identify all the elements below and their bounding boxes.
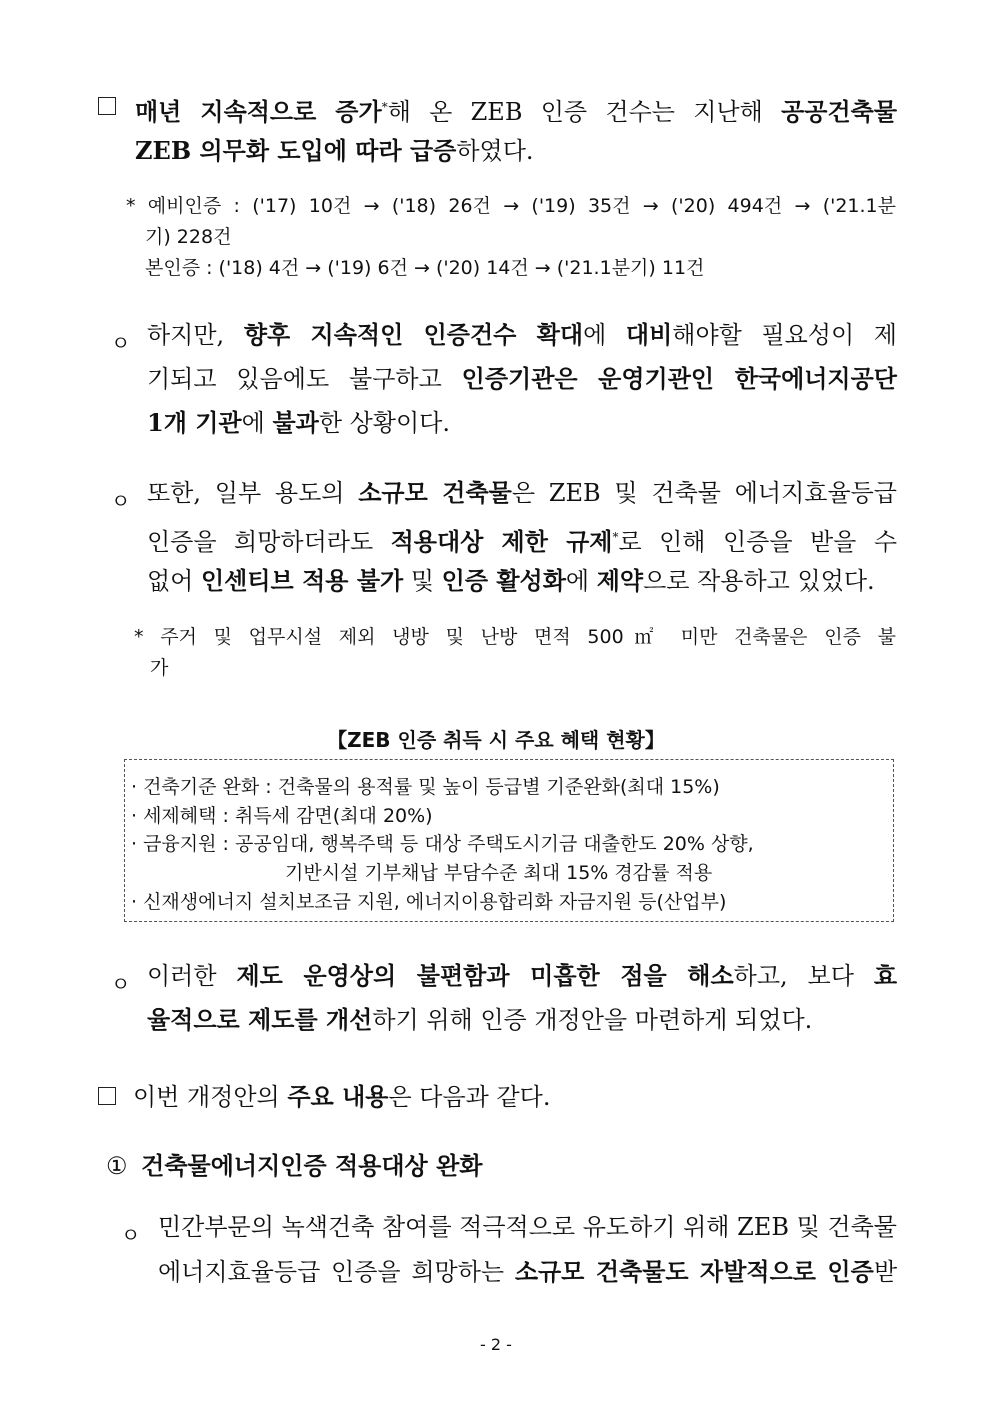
para4-line1: 이러한 제도 운영상의 불편함과 미흡한 점을 해소하고, 보다 효 xyxy=(147,961,898,990)
para3-line1: 또한, 일부 용도의 소규모 건축물은 ZEB 및 건축물 에너지효율등급 xyxy=(147,478,897,507)
benefit-line3: · 금융지원 : 공공임대, 행복주택 등 대상 주택도시기금 대출한도 20% 상향, xyxy=(131,833,754,855)
bullet-circle-icon: ㅇ xyxy=(111,972,131,996)
benefit-line1: · 건축기준 완화 : 건축물의 용적률 및 높이 등급별 기준완화(최대 15%) xyxy=(131,776,720,798)
section-title: 건축물에너지인증 적용대상 완화 xyxy=(141,1151,483,1180)
checkbox-square-icon xyxy=(98,97,116,115)
note2-line2: 가 xyxy=(150,657,169,679)
bullet-circle-icon: ㅇ xyxy=(111,489,131,513)
benefit-box-title: 【ZEB 인증 취득 시 주요 혜택 현황】 xyxy=(327,728,665,752)
bullet-circle-icon: ㅇ xyxy=(121,1223,141,1247)
para6-line1: 민간부문의 녹색건축 참여를 적극적으로 유도하기 위해 ZEB 및 건축물 xyxy=(158,1213,897,1241)
section-heading xyxy=(106,1143,482,1189)
page-number: - 2 - xyxy=(480,1335,512,1354)
para2-line1: 하지만, 향후 지속적인 인증건수 확대에 대비해야할 필요성이 제 xyxy=(147,320,897,349)
benefit-box xyxy=(124,759,894,922)
checkbox-square-icon xyxy=(98,1087,116,1105)
benefit-line5: · 신재생에너지 설치보조금 지원, 에너지이용합리화 자금지원 등(산업부) xyxy=(131,891,727,913)
para2-line2: 기되고 있음에도 불구하고 인증기관은 운영기관인 한국에너지공단 xyxy=(147,364,897,393)
note1-line3: 본인증 : ('18) 4건 → ('19) 6건 → ('20) 14건 → ('21.1분기) 11건 xyxy=(145,257,705,279)
para3-line2: 인증을 희망하더라도 적용대상 제한 규제*로 인해 인증을 받을 수 xyxy=(147,527,897,556)
bullet-circle-icon: ㅇ xyxy=(111,331,131,355)
note2-line1: * 주거 및 업무시설 제외 냉방 및 난방 면적 500㎡ 미만 건축물은 인증 불 xyxy=(134,626,896,648)
para1-line1: 매년 지속적으로 증가*해 온 ZEB 인증 건수는 지난해 공공건축물 xyxy=(135,97,897,126)
para3-line3: 없어 인센티브 적용 불가 및 인증 활성화에 제약으로 작용하고 있었다. xyxy=(147,566,875,595)
benefit-line2: · 세제혜택 : 취득세 감면(최대 20%) xyxy=(131,805,433,827)
para1-line2: ZEB 의무화 도입에 따라 급증하였다. xyxy=(135,136,534,165)
para6-line2: 에너지효율등급 인증을 희망하는 소규모 건축물도 자발적으로 인증받 xyxy=(158,1257,897,1286)
para4-line2: 율적으로 제도를 개선하기 위해 인증 개정안을 마련하게 되었다. xyxy=(147,1005,813,1034)
section-number: ① xyxy=(106,1152,128,1180)
para5-line1: 이번 개정안의 주요 내용은 다음과 같다. xyxy=(133,1082,551,1111)
note1-line1: * 예비인증 : ('17) 10건 → ('18) 26건 → ('19) 35건 → ('20) 494건 → ('21.1분 xyxy=(126,195,896,217)
para2-line3: 1개 기관에 불과한 상황이다. xyxy=(147,408,450,437)
note1-line2: 기) 228건 xyxy=(145,226,232,248)
benefit-line4: 기반시설 기부채납 부담수준 최대 15% 경감률 적용 xyxy=(285,862,713,884)
